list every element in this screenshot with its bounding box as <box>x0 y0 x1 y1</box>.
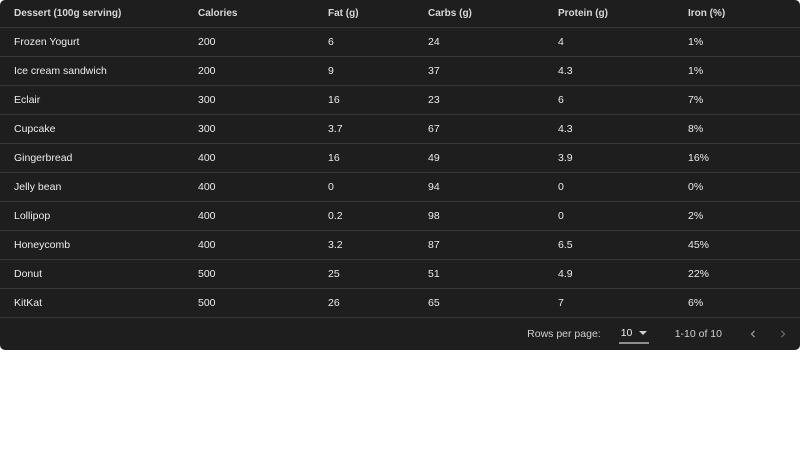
cell-carbs: 51 <box>414 259 544 288</box>
cell-carbs: 24 <box>414 27 544 56</box>
table-row <box>0 259 800 288</box>
cell-iron: 6% <box>688 296 704 309</box>
header-calories[interactable]: Calories <box>184 0 314 27</box>
cell-fat: 0.2 <box>314 201 414 230</box>
cell-carbs: 49 <box>414 143 544 172</box>
header-dessert[interactable]: Dessert (100g serving) <box>0 0 184 27</box>
rows-per-page-value: 10 <box>620 326 633 339</box>
table-row <box>0 201 800 230</box>
pagination-range-text: 1-10 of 10 <box>674 328 722 340</box>
header-carbs[interactable]: Carbs (g) <box>414 0 544 27</box>
cell-carbs: 94 <box>414 172 544 201</box>
cell-protein: 4 <box>544 27 674 56</box>
cell-dessert: Donut <box>0 259 184 288</box>
cell-iron: 16% <box>674 143 800 172</box>
cell-protein: 7 <box>558 296 564 309</box>
table-row <box>0 288 800 317</box>
cell-calories: 400 <box>184 172 314 201</box>
cell-dessert: Jelly bean <box>0 172 184 201</box>
cell-carbs: 65 <box>428 296 440 309</box>
chevron-right-icon <box>776 327 790 341</box>
cell-fat: 16 <box>314 143 414 172</box>
header-fat[interactable]: Fat (g) <box>314 0 414 27</box>
cell-dessert: Lollipop <box>0 201 184 230</box>
cell-carbs: 23 <box>414 85 544 114</box>
cell-calories: 200 <box>184 27 314 56</box>
cell-calories: 500 <box>198 296 216 309</box>
table-row <box>0 143 800 172</box>
rows-per-page-select[interactable] <box>619 325 649 344</box>
cell-protein: 0 <box>544 172 674 201</box>
table-header-row <box>0 0 800 27</box>
cell-calories: 400 <box>184 230 314 259</box>
cell-protein: 4.9 <box>544 259 674 288</box>
cell-iron: 8% <box>674 114 800 143</box>
cell-fat: 3.2 <box>314 230 414 259</box>
header-protein[interactable]: Protein (g) <box>544 0 674 27</box>
next-page-button[interactable] <box>772 323 794 345</box>
table-row <box>0 114 800 143</box>
cell-fat: 3.7 <box>314 114 414 143</box>
cell-fat: 9 <box>314 56 414 85</box>
cell-carbs: 98 <box>414 201 544 230</box>
cell-dessert: Gingerbread <box>0 143 184 172</box>
cell-dessert: Honeycomb <box>0 230 184 259</box>
cell-dessert: KitKat <box>14 296 43 309</box>
cell-dessert: Cupcake <box>0 114 184 143</box>
cell-fat: 16 <box>314 85 414 114</box>
cell-protein: 4.3 <box>544 56 674 85</box>
cell-calories: 300 <box>184 85 314 114</box>
pager-controls <box>742 323 794 345</box>
cell-carbs: 87 <box>414 230 544 259</box>
cell-fat: 25 <box>314 259 414 288</box>
dropdown-caret-icon <box>639 331 647 335</box>
cell-fat: 0 <box>314 172 414 201</box>
table-row <box>0 56 800 85</box>
cell-calories: 400 <box>184 143 314 172</box>
previous-page-button[interactable] <box>742 323 764 345</box>
cell-calories: 300 <box>184 114 314 143</box>
cell-iron: 7% <box>674 85 800 114</box>
table-pagination-footer <box>0 317 800 350</box>
cell-dessert: Frozen Yogurt <box>0 27 184 56</box>
table-row <box>0 27 800 56</box>
cell-calories: 400 <box>184 201 314 230</box>
cell-calories: 500 <box>184 259 314 288</box>
chevron-left-icon <box>746 327 760 341</box>
cell-iron: 0% <box>674 172 800 201</box>
cell-carbs: 67 <box>414 114 544 143</box>
cell-dessert: Eclair <box>0 85 184 114</box>
cell-iron: 2% <box>674 201 800 230</box>
cell-iron: 45% <box>674 230 800 259</box>
cell-protein: 3.9 <box>544 143 674 172</box>
header-iron[interactable]: Iron (%) <box>674 0 800 27</box>
cell-calories: 200 <box>184 56 314 85</box>
cell-protein: 6.5 <box>544 230 674 259</box>
cell-protein: 6 <box>544 85 674 114</box>
cell-iron: 1% <box>674 27 800 56</box>
cell-protein: 0 <box>544 201 674 230</box>
table-row <box>0 172 800 201</box>
cell-dessert: Ice cream sandwich <box>0 56 184 85</box>
cell-iron: 1% <box>674 56 800 85</box>
cell-fat: 6 <box>314 27 414 56</box>
table-row <box>0 85 800 114</box>
cell-fat: 26 <box>328 296 340 309</box>
cell-iron: 22% <box>674 259 800 288</box>
table-row <box>0 230 800 259</box>
rows-per-page-label: Rows per page: <box>527 328 601 340</box>
cell-protein: 4.3 <box>544 114 674 143</box>
cell-carbs: 37 <box>414 56 544 85</box>
